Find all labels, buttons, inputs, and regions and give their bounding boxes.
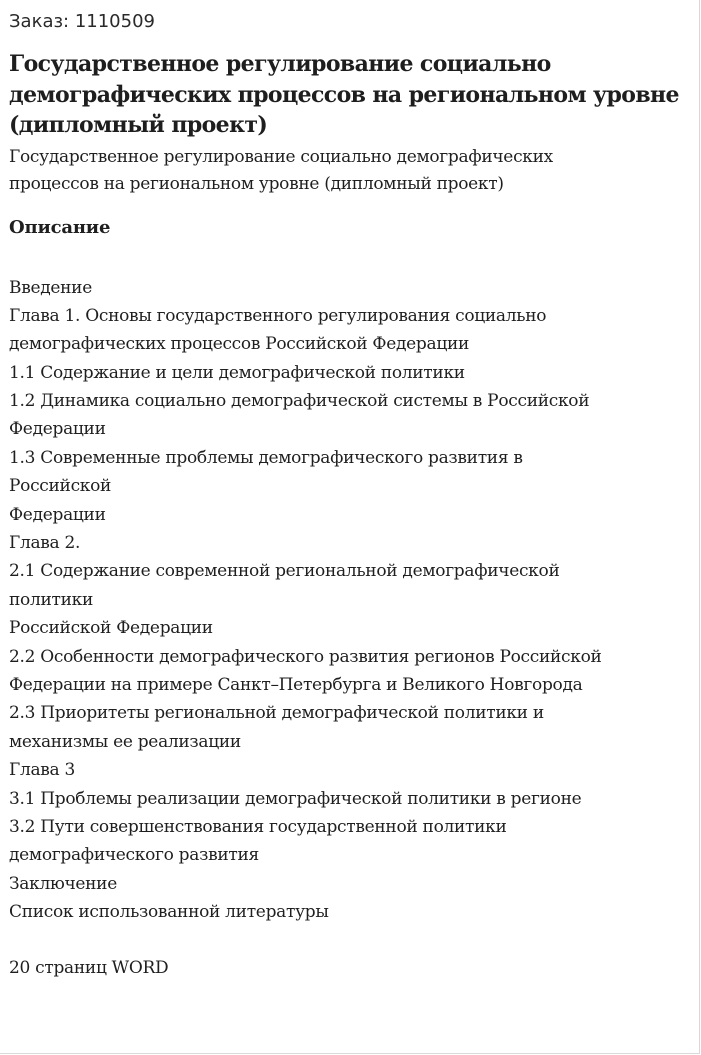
toc-line: 2.3 Приоритеты региональной демографической политики и	[9, 703, 544, 724]
toc-line: Заключение	[9, 873, 117, 894]
toc-line: демографических процессов Российской Федерации	[9, 334, 470, 355]
toc-line: политики	[9, 589, 93, 610]
toc-line: Введение	[9, 277, 92, 298]
toc-line: 1.3 Современные проблемы демографического развития в	[9, 447, 523, 468]
document-content	[9, 8, 693, 982]
pages-count-note: 20 страниц WORD	[9, 958, 169, 979]
title-line: (дипломный проект)	[9, 112, 268, 138]
toc-line: Федерации на примере Санкт–Петербурга и Великого Новгорода	[9, 674, 583, 695]
toc-line: Российской Федерации	[9, 618, 213, 639]
toc-line: демографического развития	[9, 845, 259, 866]
toc-line: 1.2 Динамика социально демографической системы в Российской	[9, 391, 590, 412]
page-subtitle	[9, 144, 693, 199]
toc-line: Глава 3	[9, 760, 76, 781]
subtitle-line: Государственное регулирование социально демографических	[9, 146, 553, 167]
description-heading: Описание	[9, 216, 111, 238]
toc-line: Глава 2.	[9, 533, 81, 554]
title-line: Государственное регулирование социально	[9, 51, 551, 77]
toc-line: Список использованной литературы	[9, 902, 329, 923]
order-number: Заказ: 1110509	[9, 11, 155, 32]
toc-line: Федерации	[9, 419, 106, 440]
toc-line: 2.2 Особенности демографического развития регионов Российской	[9, 646, 602, 667]
table-of-contents	[9, 274, 693, 927]
toc-line: Федерации	[9, 504, 106, 525]
subtitle-line: процессов на региональном уровне (дипломный проект)	[9, 174, 504, 194]
toc-line: 3.2 Пути совершенствования государственной политики	[9, 816, 507, 837]
toc-line: 1.1 Содержание и цели демографической политики	[9, 362, 465, 383]
toc-line: 2.1 Содержание современной региональной демографической	[9, 561, 560, 582]
toc-line: 3.1 Проблемы реализации демографической политики в регионе	[9, 788, 582, 809]
page-title	[9, 49, 693, 141]
toc-line: Глава 1. Основы государственного регулирования социально	[9, 305, 547, 326]
toc-line: механизмы ее реализации	[9, 731, 241, 752]
title-line: демографических процессов на региональном уровне	[9, 81, 679, 108]
toc-line: Российской	[9, 476, 112, 497]
